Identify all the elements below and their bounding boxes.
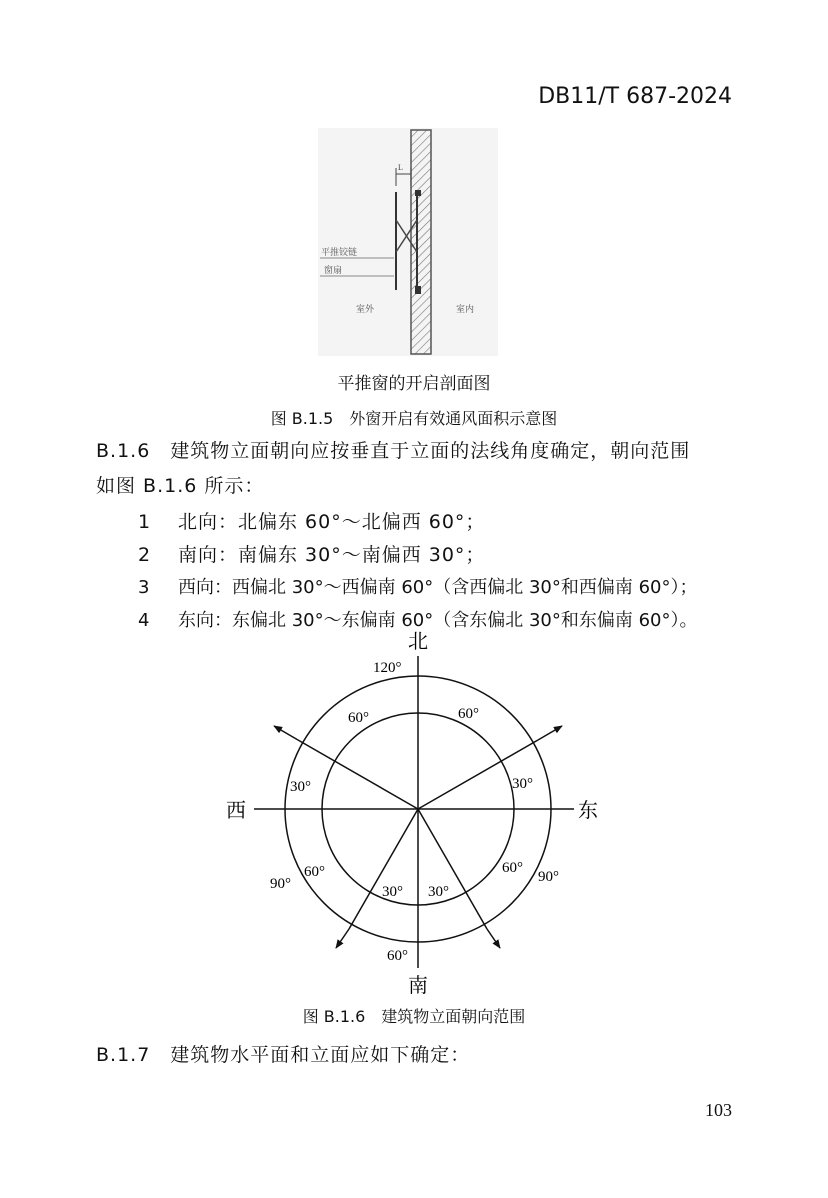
indoor-label: 室内 [456,304,475,314]
boundary-arrow-nw [274,726,298,740]
section-b16-line1: B.1.6 建筑物立面朝向应按垂直于立面的法线角度确定，朝向范围 [96,440,691,462]
list-item-text: 东向：东偏北 30°～东偏南 60°（含东偏北 30°和东偏南 60°）。 [178,610,698,631]
list-item-text: 南向：南偏东 30°～南偏西 30°； [178,544,486,566]
figure-caption-b15: 图 B.1.5 外窗开启有效通风面积示意图 [270,409,558,428]
boundary-line-nw [298,740,418,809]
angle-label-bottom-60: 60° [387,948,408,964]
angle-label-right-90: 90° [538,869,559,885]
angle-label-bottom-left-30: 30° [382,884,403,900]
list-item [138,573,698,599]
figure-caption-b16: 图 B.1.6 建筑物立面朝向范围 [302,1007,526,1026]
outdoor-label: 室外 [356,304,375,314]
list-item-text: 西向：西偏北 30°～西偏南 60°（含西偏北 30°和西偏南 60°）； [178,577,698,598]
angle-label-top-right: 60° [458,706,479,722]
list-item-number: 3 [138,577,150,598]
angle-label-bottom-right-30: 30° [428,884,449,900]
list-item [138,507,485,534]
dimension-label: L [398,163,403,172]
section-b17-line: B.1.7 建筑物水平面和立面应如下确定： [96,1044,471,1066]
north-label: 北 [408,631,428,653]
lower-frame-block [415,286,421,294]
angle-label-top-left: 60° [348,710,369,726]
list-item-number: 4 [138,610,150,631]
section-b16-line2: 如图 B.1.6 所示： [96,475,265,497]
angle-label-top-outer: 120° [373,660,402,676]
list-item-text: 北向：北偏东 60°～北偏西 60°； [178,511,486,533]
boundary-line-se [418,809,487,929]
list-item [138,540,485,567]
figure-background [318,128,498,356]
upper-frame-block [415,190,421,196]
boundary-line-ne [418,740,538,809]
figure-subcaption: 平推窗的开启剖面图 [337,374,491,394]
boundary-arrow-ne [538,726,562,740]
angle-label-left-30: 30° [290,779,311,795]
hinge-label: 平推铰链 [321,247,358,257]
window-section-diagram [318,128,498,356]
angle-label-right-30: 30° [512,776,533,792]
boundary-arrow-sw [336,929,349,948]
sash-label: 窗扇 [324,265,343,275]
angle-label-left-90: 90° [270,876,291,892]
south-label: 南 [408,975,428,997]
document-code-header: DB11/T 687-2024 [538,84,732,109]
east-label: 东 [578,800,598,822]
boundary-line-sw [349,809,418,929]
west-label: 西 [226,800,246,822]
angle-label-right-60: 60° [502,860,523,876]
angle-label-left-60: 60° [304,864,325,880]
wall-section [411,130,431,354]
page-number: 103 [705,1100,732,1120]
orientation-diagram [220,628,620,1000]
boundary-arrow-se [487,929,500,948]
list-item-number: 2 [138,544,152,566]
list-item-number: 1 [138,511,152,533]
